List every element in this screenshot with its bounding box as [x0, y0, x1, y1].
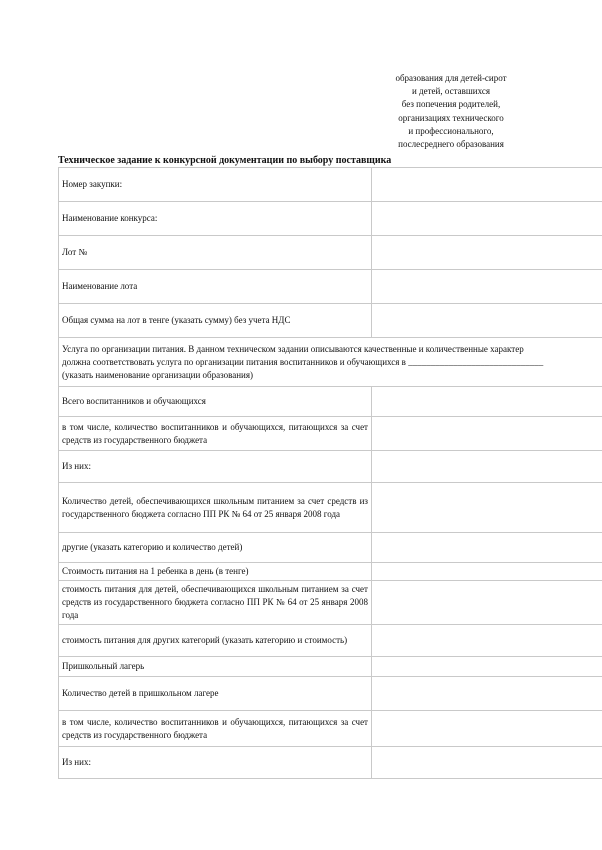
row-value-cell[interactable]	[372, 581, 602, 625]
table-row	[59, 563, 602, 581]
table-row	[59, 202, 602, 236]
row-value-cell[interactable]	[372, 387, 602, 417]
addressee-line: и детей, оставшихся	[411, 86, 490, 97]
row-label: Всего воспитанников и обучающихся	[59, 387, 372, 417]
table-row	[59, 387, 602, 417]
service-description	[59, 338, 602, 387]
table-row	[59, 483, 602, 533]
table-row	[59, 236, 602, 270]
row-value-cell[interactable]	[372, 451, 602, 483]
specification-table	[58, 167, 602, 779]
service-description-text: должна соответствовать услуга по организации питания воспитанников и обучающихся в	[62, 356, 406, 367]
row-label: Из них:	[59, 747, 372, 779]
addressee-line: образования для детей-сирот	[395, 73, 507, 83]
row-value-cell[interactable]	[372, 625, 602, 657]
row-label: Количество детей, обеспечивающихся школьным питанием за счет средств из государственного бюджета согласно ПП РК № 64 от 25 января 2008 года	[59, 483, 372, 533]
addressee-line: без попечения родителей,	[401, 99, 501, 110]
table-row	[59, 168, 602, 202]
table-row	[59, 747, 602, 779]
service-description-line	[62, 356, 602, 369]
row-label: в том числе, количество воспитанников и обучающихся, питающихся за счет средств из государственного бюджета	[59, 417, 372, 451]
table-row	[59, 304, 602, 338]
row-label: Стоимость питания на 1 ребенка в день (в тенге)	[59, 563, 372, 581]
table-row	[59, 270, 602, 304]
service-description-line: Услуга по организации питания. В данном техническом задании описываются качественные и количественные характер	[62, 343, 524, 354]
row-value-cell[interactable]	[372, 270, 602, 304]
table-row	[59, 625, 602, 657]
table-row	[59, 417, 602, 451]
row-value-cell[interactable]	[372, 533, 602, 563]
row-value-cell[interactable]	[372, 711, 602, 747]
service-description-line: (указать наименование организации образования)	[62, 369, 254, 380]
row-value-cell[interactable]	[372, 563, 602, 581]
row-value-cell[interactable]	[372, 483, 602, 533]
table-row	[59, 711, 602, 747]
row-label: Наименование конкурса:	[59, 202, 372, 236]
row-value-cell[interactable]	[372, 677, 602, 711]
row-label: Количество детей в пришкольном лагере	[59, 677, 372, 711]
row-value-cell[interactable]	[372, 747, 602, 779]
row-label: в том числе, количество воспитанников и обучающихся, питающихся за счет средств из государственного бюджета	[59, 711, 372, 747]
table-row	[59, 451, 602, 483]
addressee-block	[368, 72, 534, 151]
row-value-cell[interactable]	[372, 304, 602, 338]
table-row	[59, 677, 602, 711]
row-label: стоимость питания для других категорий (указать категорию и стоимость)	[59, 625, 372, 657]
row-value-cell[interactable]	[372, 657, 602, 677]
row-label: Номер закупки:	[59, 168, 372, 202]
row-label: Лот №	[59, 236, 372, 270]
row-label: стоимость питания для детей, обеспечивающихся школьным питанием за счет средств из государственного бюджета согласно ПП РК № 64 от 25 января 2008 года	[59, 581, 372, 625]
row-value-cell[interactable]	[372, 202, 602, 236]
addressee-line: послесреднего образования	[398, 139, 504, 150]
row-label: другие (указать категорию и количество детей)	[59, 533, 372, 563]
organization-name-blank[interactable]: ______________________________	[408, 356, 544, 367]
table-row-service-description	[59, 338, 602, 387]
row-value-cell[interactable]	[372, 236, 602, 270]
row-value-cell[interactable]	[372, 417, 602, 451]
row-label: Наименование лота	[59, 270, 372, 304]
document-title: Техническое задание к конкурсной документации по выбору поставщика	[58, 155, 392, 166]
row-label: Из них:	[59, 451, 372, 483]
addressee-line: организациях технического	[398, 112, 504, 123]
row-value-cell[interactable]	[372, 168, 602, 202]
row-label: Пришкольный лагерь	[59, 657, 372, 677]
table-row	[59, 533, 602, 563]
table-row	[59, 657, 602, 677]
addressee-line: и профессионального,	[408, 125, 494, 136]
table-row	[59, 581, 602, 625]
row-label: Общая сумма на лот в тенге (указать сумму) без учета НДС	[59, 304, 372, 338]
